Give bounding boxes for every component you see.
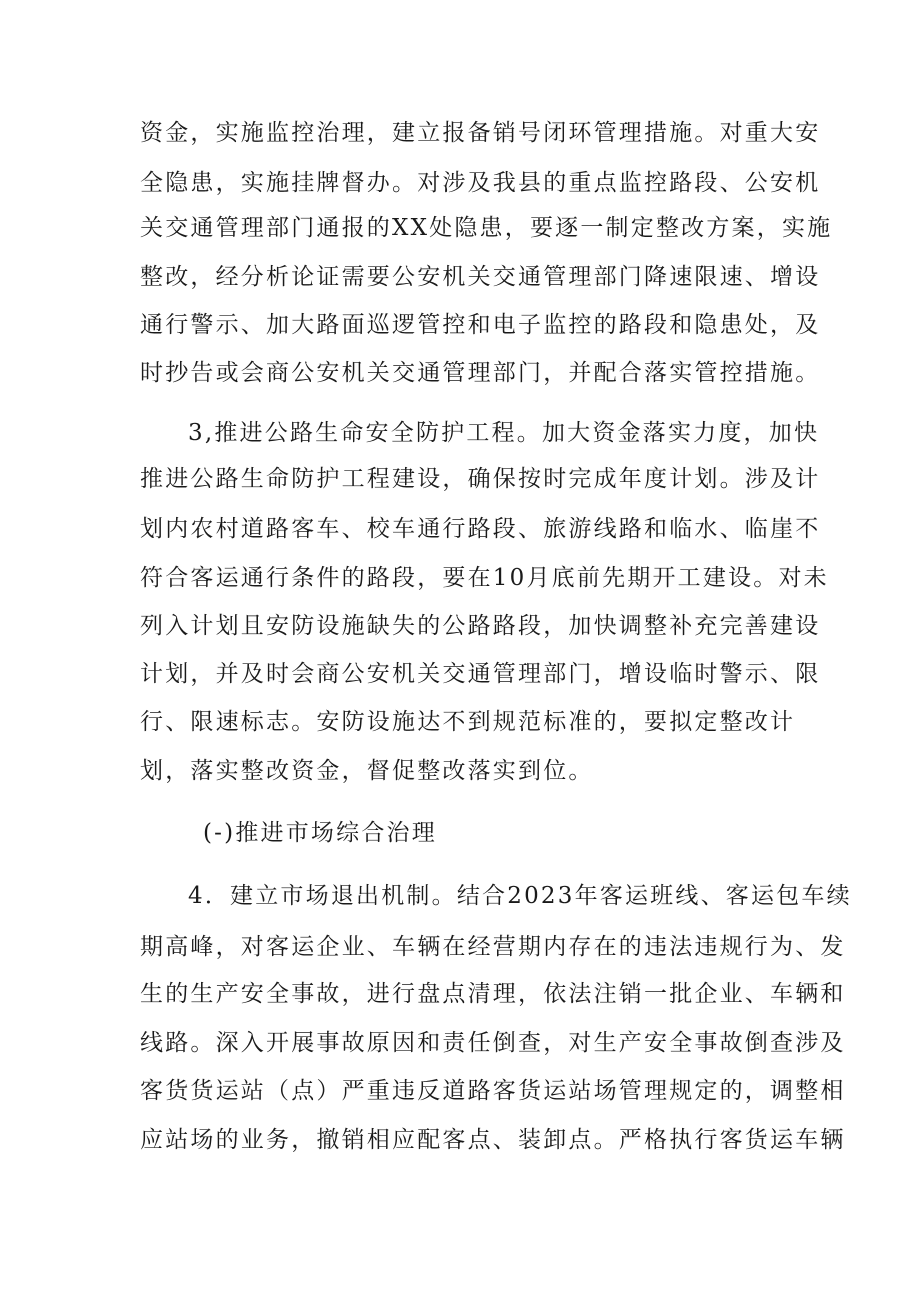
paragraph-line: 整改，经分析论证需要公安机关交通管理部门降速限速、增设 [140,264,821,290]
paragraph-line: 客货货运站（点）严重违反道路客货运站场管理规定的，调整相 [140,1078,846,1104]
paragraph-line: 4．建立市场退出机制。结合2023年客运班线、客运包车续 [188,883,852,909]
section-heading: (-)推进市场综合治理 [203,820,437,846]
paragraph-line: 应站场的业务，撤销相应配客点、装卸点。严格执行客货运车辆 [140,1127,846,1153]
paragraph-line: 划，落实整改资金，督促整改落实到位。 [140,758,594,784]
paragraph-line: 推进公路生命防护工程建设，确保按时完成年度计划。涉及计 [140,466,821,492]
paragraph-line: 划内农村道路客车、校车通行路段、旅游线路和临水、临崖不 [140,516,821,542]
paragraph-line: 行、限速标志。安防设施达不到规范标准的，要拟定整改计 [140,709,796,735]
paragraph-line: 期高峰，对客运企业、车辆在经营期内存在的违法违规行为、发 [140,934,846,960]
paragraph-line: 3,推进公路生命安全防护工程。加大资金落实力度，加快 [188,420,820,446]
paragraph-line: 时抄告或会商公安机关交通管理部门，并配合落实管控措施。 [140,360,821,386]
paragraph-line: 关交通管理部门通报的XX处隐患，要逐一制定整改方案，实施 [140,215,833,241]
paragraph-line: 计划，并及时会商公安机关交通管理部门，增设临时警示、限 [140,661,821,687]
paragraph-line: 线路。深入开展事故原因和责任倒查，对生产安全事故倒查涉及 [140,1030,846,1056]
paragraph-line: 符合客运通行条件的路段，要在10月底前先期开工建设。对未 [140,565,829,591]
paragraph-line: 全隐患，实施挂牌督办。对涉及我县的重点监控路段、公安机 [140,170,821,196]
paragraph-line: 通行警示、加大路面巡逻管控和电子监控的路段和隐患处，及 [140,312,821,338]
paragraph-line: 列入计划且安防设施缺失的公路路段，加快调整补充完善建设 [140,613,821,639]
paragraph-line: 生的生产安全事故，进行盘点清理，依法注销一批企业、车辆和 [140,981,846,1007]
paragraph-line: 资金，实施监控治理，建立报备销号闭环管理措施。对重大安 [140,120,821,146]
